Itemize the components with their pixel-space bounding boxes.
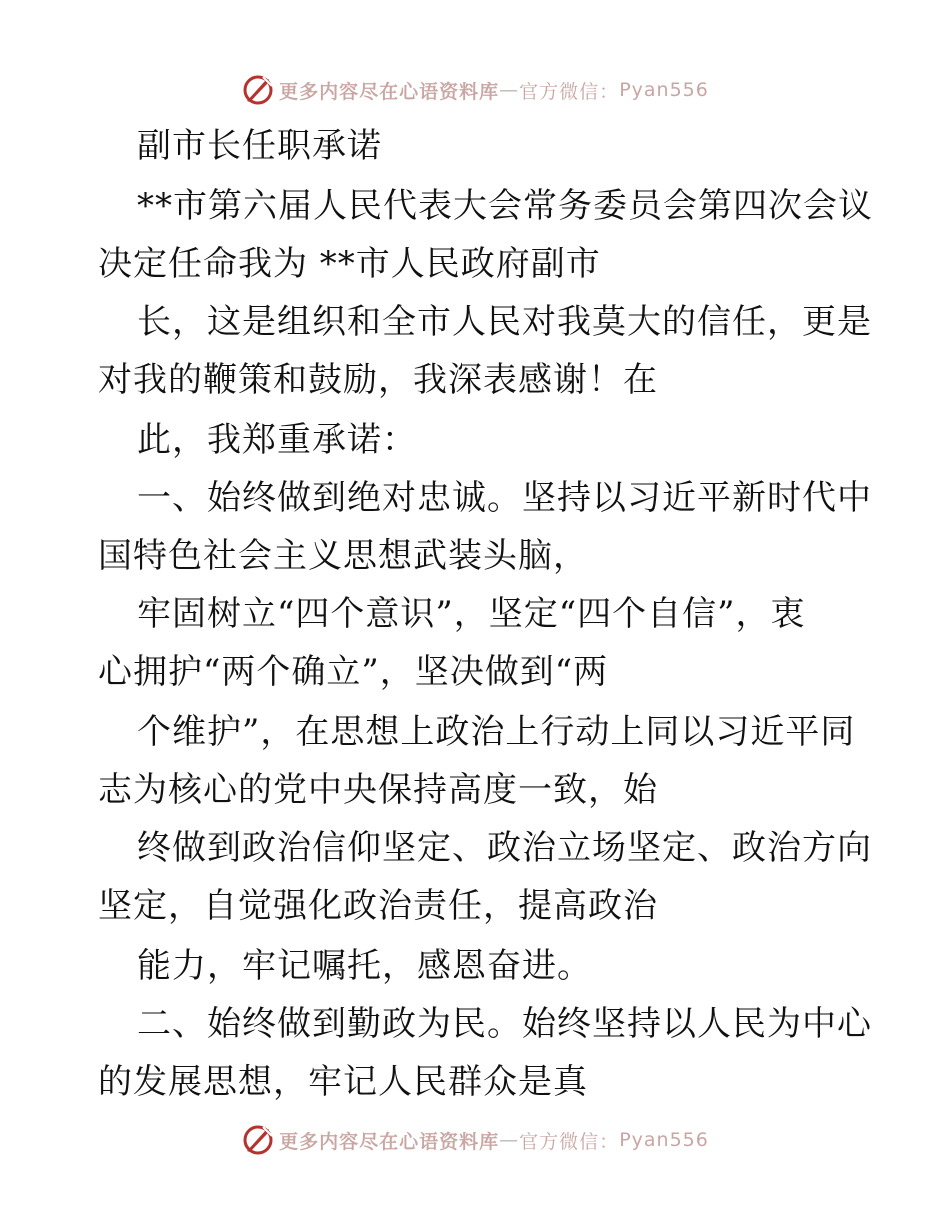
document-title: 副市长任职承诺: [137, 126, 382, 166]
paragraph-line: **市第六届人民代表大会常务委员会第四次会议: [137, 186, 873, 226]
quill-logo-icon: [241, 73, 275, 107]
watermark-wechat-label: 官方微信：: [519, 1130, 620, 1153]
watermark-main-text: 更多内容尽在心语资料库: [279, 80, 500, 103]
watermark-dash: —: [499, 1129, 520, 1151]
watermark-main-text: 更多内容尽在心语资料库: [279, 1130, 500, 1153]
paragraph-line: 心拥护“两个确立”，坚决做到“两: [98, 652, 609, 692]
paragraph-line: 长，这是组织和全市人民对我莫大的信任，更是: [137, 302, 872, 342]
paragraph-line: 国特色社会主义思想武装头脑，: [98, 536, 588, 576]
paragraph-line: 此，我郑重承诺：: [137, 420, 417, 460]
watermark-wechat-label: 官方微信：: [519, 80, 620, 103]
paragraph-line: 志为核心的党中央保持高度一致，始: [98, 770, 658, 810]
paragraph-line: 二、始终做到勤政为民。始终坚持以人民为中心: [137, 1004, 872, 1044]
paragraph-line: 能力，牢记嘱托，感恩奋进。: [137, 946, 592, 986]
paragraph-line: 牢固树立“四个意识”，坚定“四个自信”，衷: [137, 594, 806, 634]
watermark-dash: —: [499, 79, 520, 101]
footer-watermark: [0, 1120, 950, 1160]
watermark-wechat-id: Pyan556: [619, 1129, 709, 1151]
paragraph-line: 决定任命我为 **市人民政府副市: [98, 244, 601, 284]
paragraph-line: 终做到政治信仰坚定、政治立场坚定、政治方向: [137, 828, 872, 868]
paragraph-line: 的发展思想，牢记人民群众是真: [98, 1062, 588, 1102]
quill-logo-icon: [241, 1123, 275, 1157]
paragraph-line: 坚定，自觉强化政治责任，提高政治: [98, 886, 658, 926]
header-watermark: [0, 70, 950, 110]
watermark-wechat-id: Pyan556: [619, 79, 709, 101]
paragraph-line: 对我的鞭策和鼓励，我深表感谢！在: [98, 360, 658, 400]
paragraph-line: 一、始终做到绝对忠诚。坚持以习近平新时代中: [137, 478, 872, 518]
paragraph-line: 个维护”，在思想上政治上行动上同以习近平同: [137, 712, 856, 752]
